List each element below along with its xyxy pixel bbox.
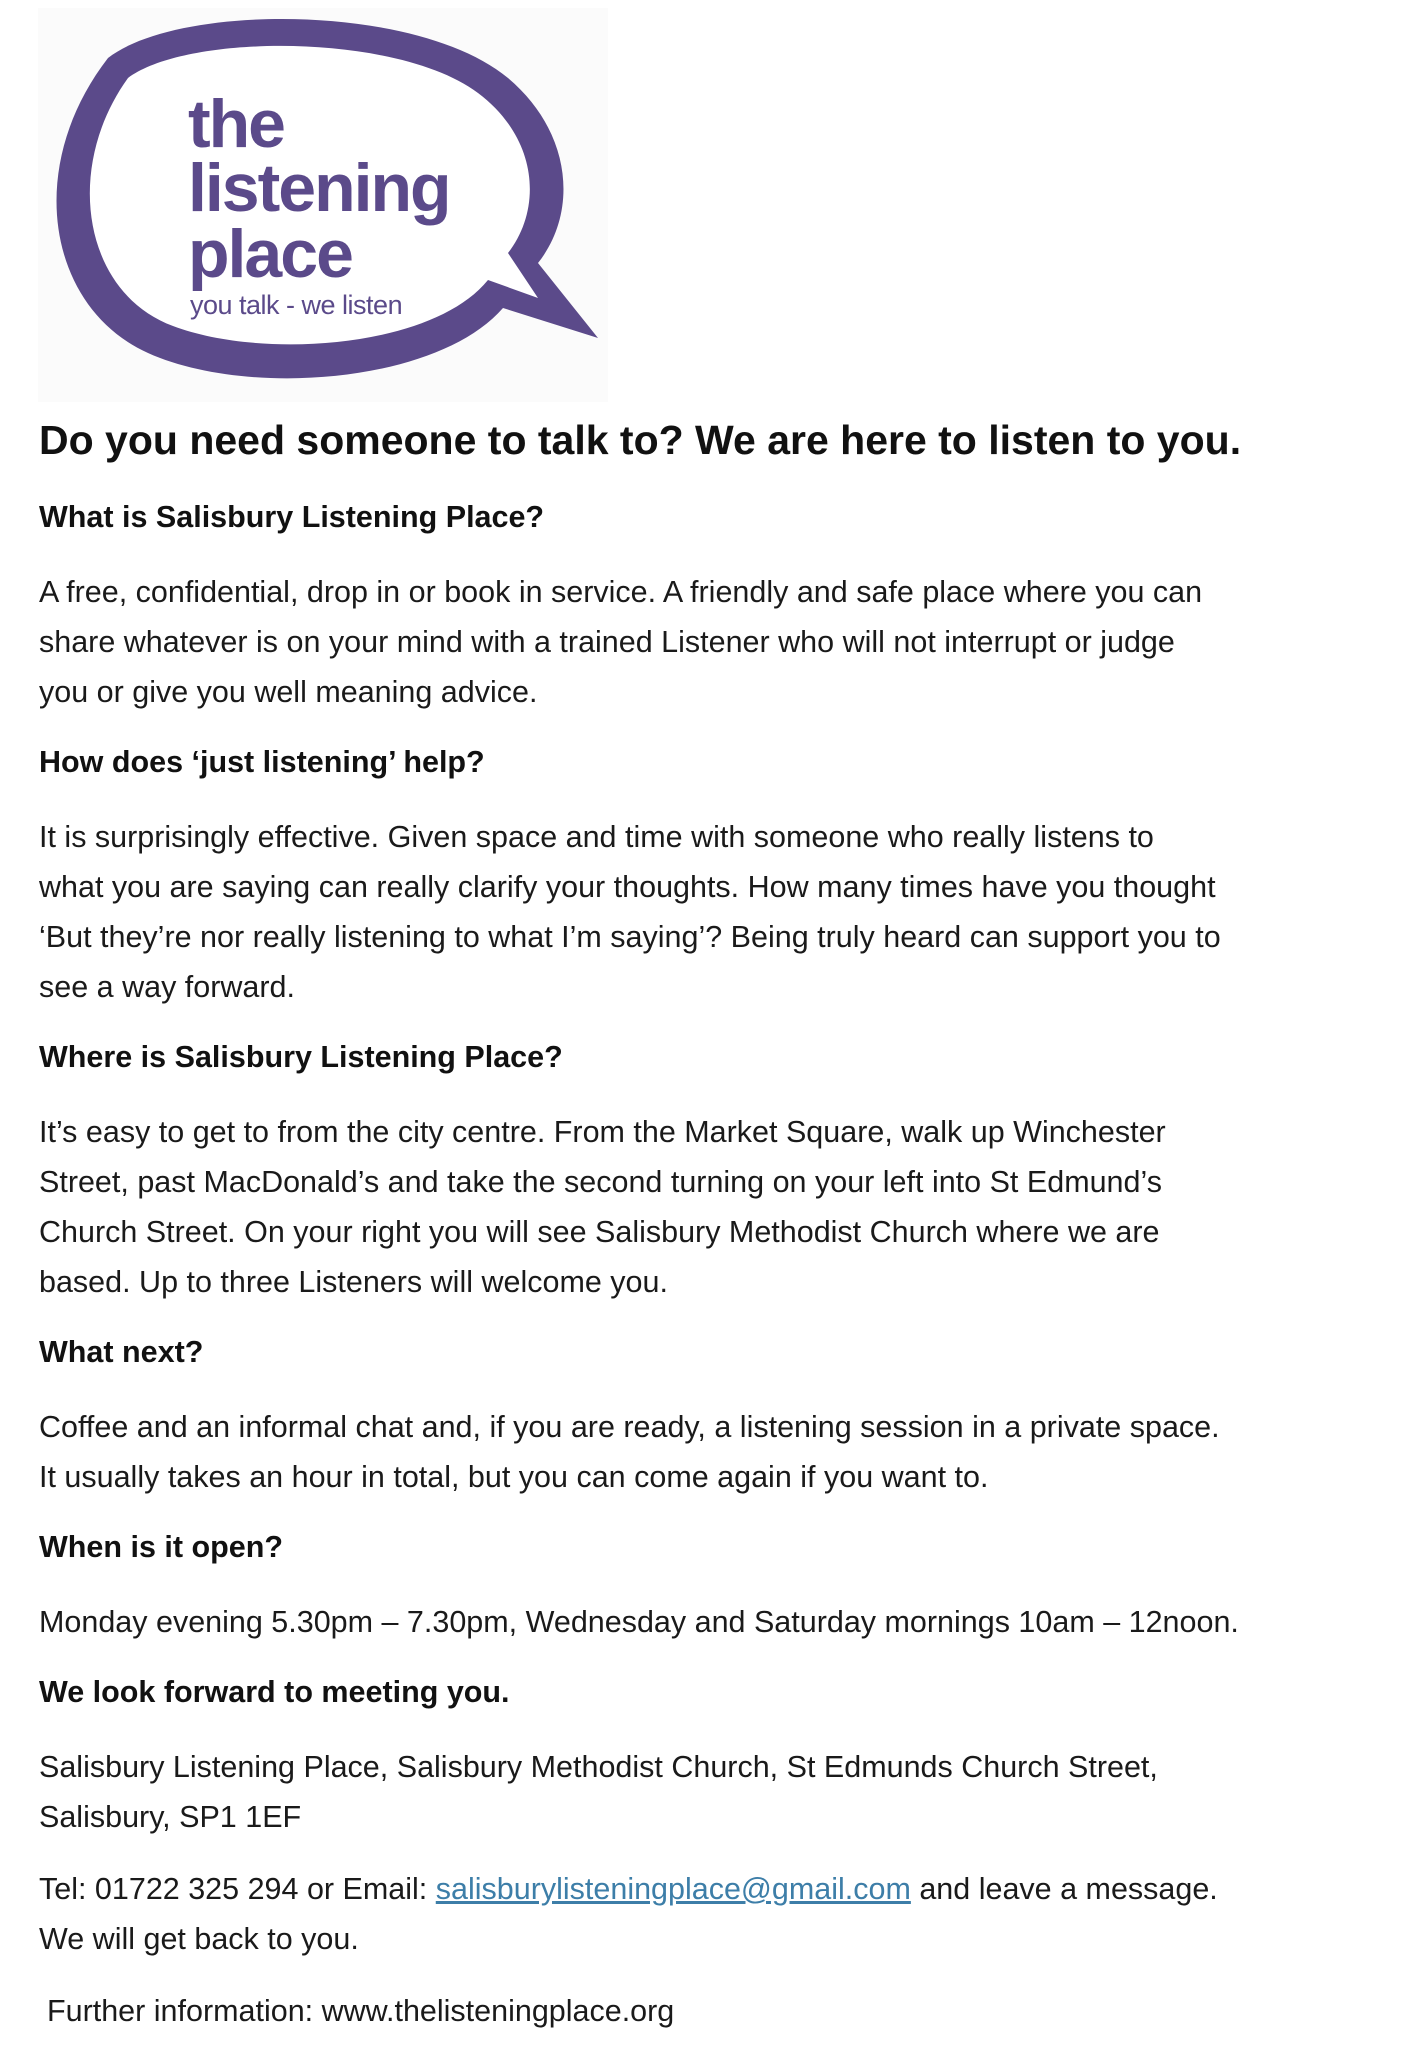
address-line: Salisbury Listening Place, Salisbury Methodist Church, St Edmunds Church Street, [39, 1750, 1158, 1784]
section-heading: What is Salisbury Listening Place? [39, 500, 545, 534]
paragraph-line: what you are saying can really clarify your thoughts. How many times have you thought [39, 870, 1216, 904]
paragraph-line: It’s easy to get to from the city centre. From the Market Square, walk up Winchester [39, 1115, 1166, 1149]
section [39, 1034, 1379, 1329]
logo-word-place: place [188, 216, 352, 292]
paragraph-line: see a way forward. [39, 970, 295, 1004]
further-information: Further information: www.thelisteningplace.org [47, 1994, 675, 2028]
address-line: Salisbury, SP1 1EF [39, 1800, 302, 1834]
document-body [39, 410, 1379, 2036]
section [39, 739, 1379, 1034]
contact-line-2: We will get back to you. [39, 1922, 359, 1956]
paragraph-line: Street, past MacDonald’s and take the second turning on your left into St Edmund’s [39, 1165, 1162, 1199]
logo [38, 8, 608, 402]
paragraph-line: you or give you well meaning advice. [39, 675, 538, 709]
email-link[interactable]: salisburylisteningplace@gmail.com [435, 1872, 911, 1906]
paragraph-line: Monday evening 5.30pm – 7.30pm, Wednesday and Saturday mornings 10am – 12noon. [39, 1605, 1239, 1639]
paragraph-line: share whatever is on your mind with a trained Listener who will not interrupt or judge [39, 625, 1175, 659]
closing-section [39, 1669, 1379, 2036]
contact-line [39, 1864, 1379, 1914]
paragraph-line: It usually takes an hour in total, but you can come again if you want to. [39, 1460, 989, 1494]
contact-suffix: and leave a message. [910, 1872, 1218, 1906]
contact-prefix: Tel: 01722 325 294 or Email: [39, 1872, 436, 1906]
paragraph-line: ‘But they’re nor really listening to what I’m saying’? Being truly heard can support you to [39, 920, 1221, 954]
section-heading: How does ‘just listening’ help? [39, 745, 485, 779]
closing-heading: We look forward to meeting you. [39, 1675, 510, 1709]
logo-tagline: you talk - we listen [190, 290, 403, 320]
section-heading: What next? [39, 1335, 204, 1369]
paragraph-line: It is surprisingly effective. Given space and time with someone who really listens to [39, 820, 1154, 854]
section [39, 1524, 1379, 1669]
section [39, 1329, 1379, 1524]
sections [39, 494, 1379, 1669]
section-heading: When is it open? [39, 1530, 283, 1564]
page-title: Do you need someone to talk to? We are here to listen to you. [39, 417, 1242, 463]
paragraph-line: Church Street. On your right you will see Salisbury Methodist Church where we are [39, 1215, 1160, 1249]
section [39, 494, 1379, 739]
logo-word-the: the [188, 86, 284, 162]
paragraph-line: Coffee and an informal chat and, if you are ready, a listening session in a private space. [39, 1410, 1220, 1444]
section-heading: Where is Salisbury Listening Place? [39, 1040, 563, 1074]
paragraph-line: A free, confidential, drop in or book in service. A friendly and safe place where you can [39, 575, 1203, 609]
logo-word-listening: listening [188, 150, 450, 226]
paragraph-line: based. Up to three Listeners will welcome you. [39, 1265, 668, 1299]
